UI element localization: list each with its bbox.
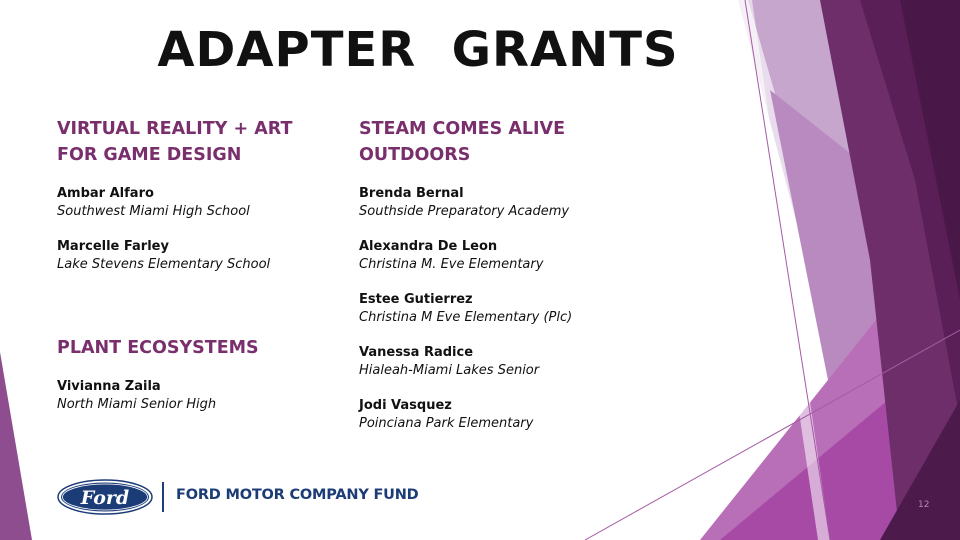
left-wedge [0,352,32,540]
section-title [359,116,659,168]
section-title-line: FOR GAME DESIGN [57,145,242,165]
grantee-name: Ambar Alfaro [57,186,154,201]
grantee-school: Lake Stevens Elementary School [57,257,271,272]
grantee-entry [57,185,337,221]
grantee-name: Vanessa Radice [359,345,474,360]
section-title [57,116,337,168]
grantee-entry [359,185,659,221]
section-title-line: STEAM COMES ALIVE [359,119,566,139]
grantee-entry [359,291,659,327]
grantee-name: Estee Gutierrez [359,292,473,307]
grantee-list [57,185,337,274]
grantee-name: Jodi Vasquez [359,398,452,413]
section-steam-outdoors [359,116,659,433]
grantee-name: Vivianna Zaila [57,379,161,394]
section-plant-ecosystems [57,335,337,414]
section-title-line: VIRTUAL REALITY + ART [57,119,293,139]
left-column [57,116,337,431]
section-virtual-reality [57,116,337,274]
grantee-name: Marcelle Farley [57,239,169,254]
ford-oval-logo [57,479,153,515]
section-title-line: OUTDOORS [359,145,471,165]
page-number: 12 [918,500,930,510]
grantee-school: Southside Preparatory Academy [359,204,570,219]
section-spacer [57,291,337,335]
grantee-entry [359,397,659,433]
right-column [359,116,659,450]
grantee-entry [359,238,659,274]
section-title [57,335,337,361]
grantee-name: Brenda Bernal [359,186,464,201]
grantee-school: Christina M Eve Elementary (Plc) [359,310,573,325]
fund-name: FORD MOTOR COMPANY FUND [176,487,419,503]
logo-divider [162,482,164,512]
ford-script-text: Ford [80,487,130,509]
grantee-school: North Miami Senior High [57,397,217,412]
grantee-school: Christina M. Eve Elementary [359,257,544,272]
grantee-name: Alexandra De Leon [359,239,498,254]
grantee-entry [57,378,337,414]
grantee-school: Hialeah-Miami Lakes Senior [359,363,540,378]
page-title: ADAPTER GRANTS [157,22,679,78]
grantee-entry [57,238,337,274]
grantee-school: Southwest Miami High School [57,204,250,219]
grantee-list [57,378,337,414]
grantee-entry [359,344,659,380]
grantee-list [359,185,659,433]
grantee-school: Poinciana Park Elementary [359,416,534,431]
section-title-line: PLANT ECOSYSTEMS [57,338,259,358]
